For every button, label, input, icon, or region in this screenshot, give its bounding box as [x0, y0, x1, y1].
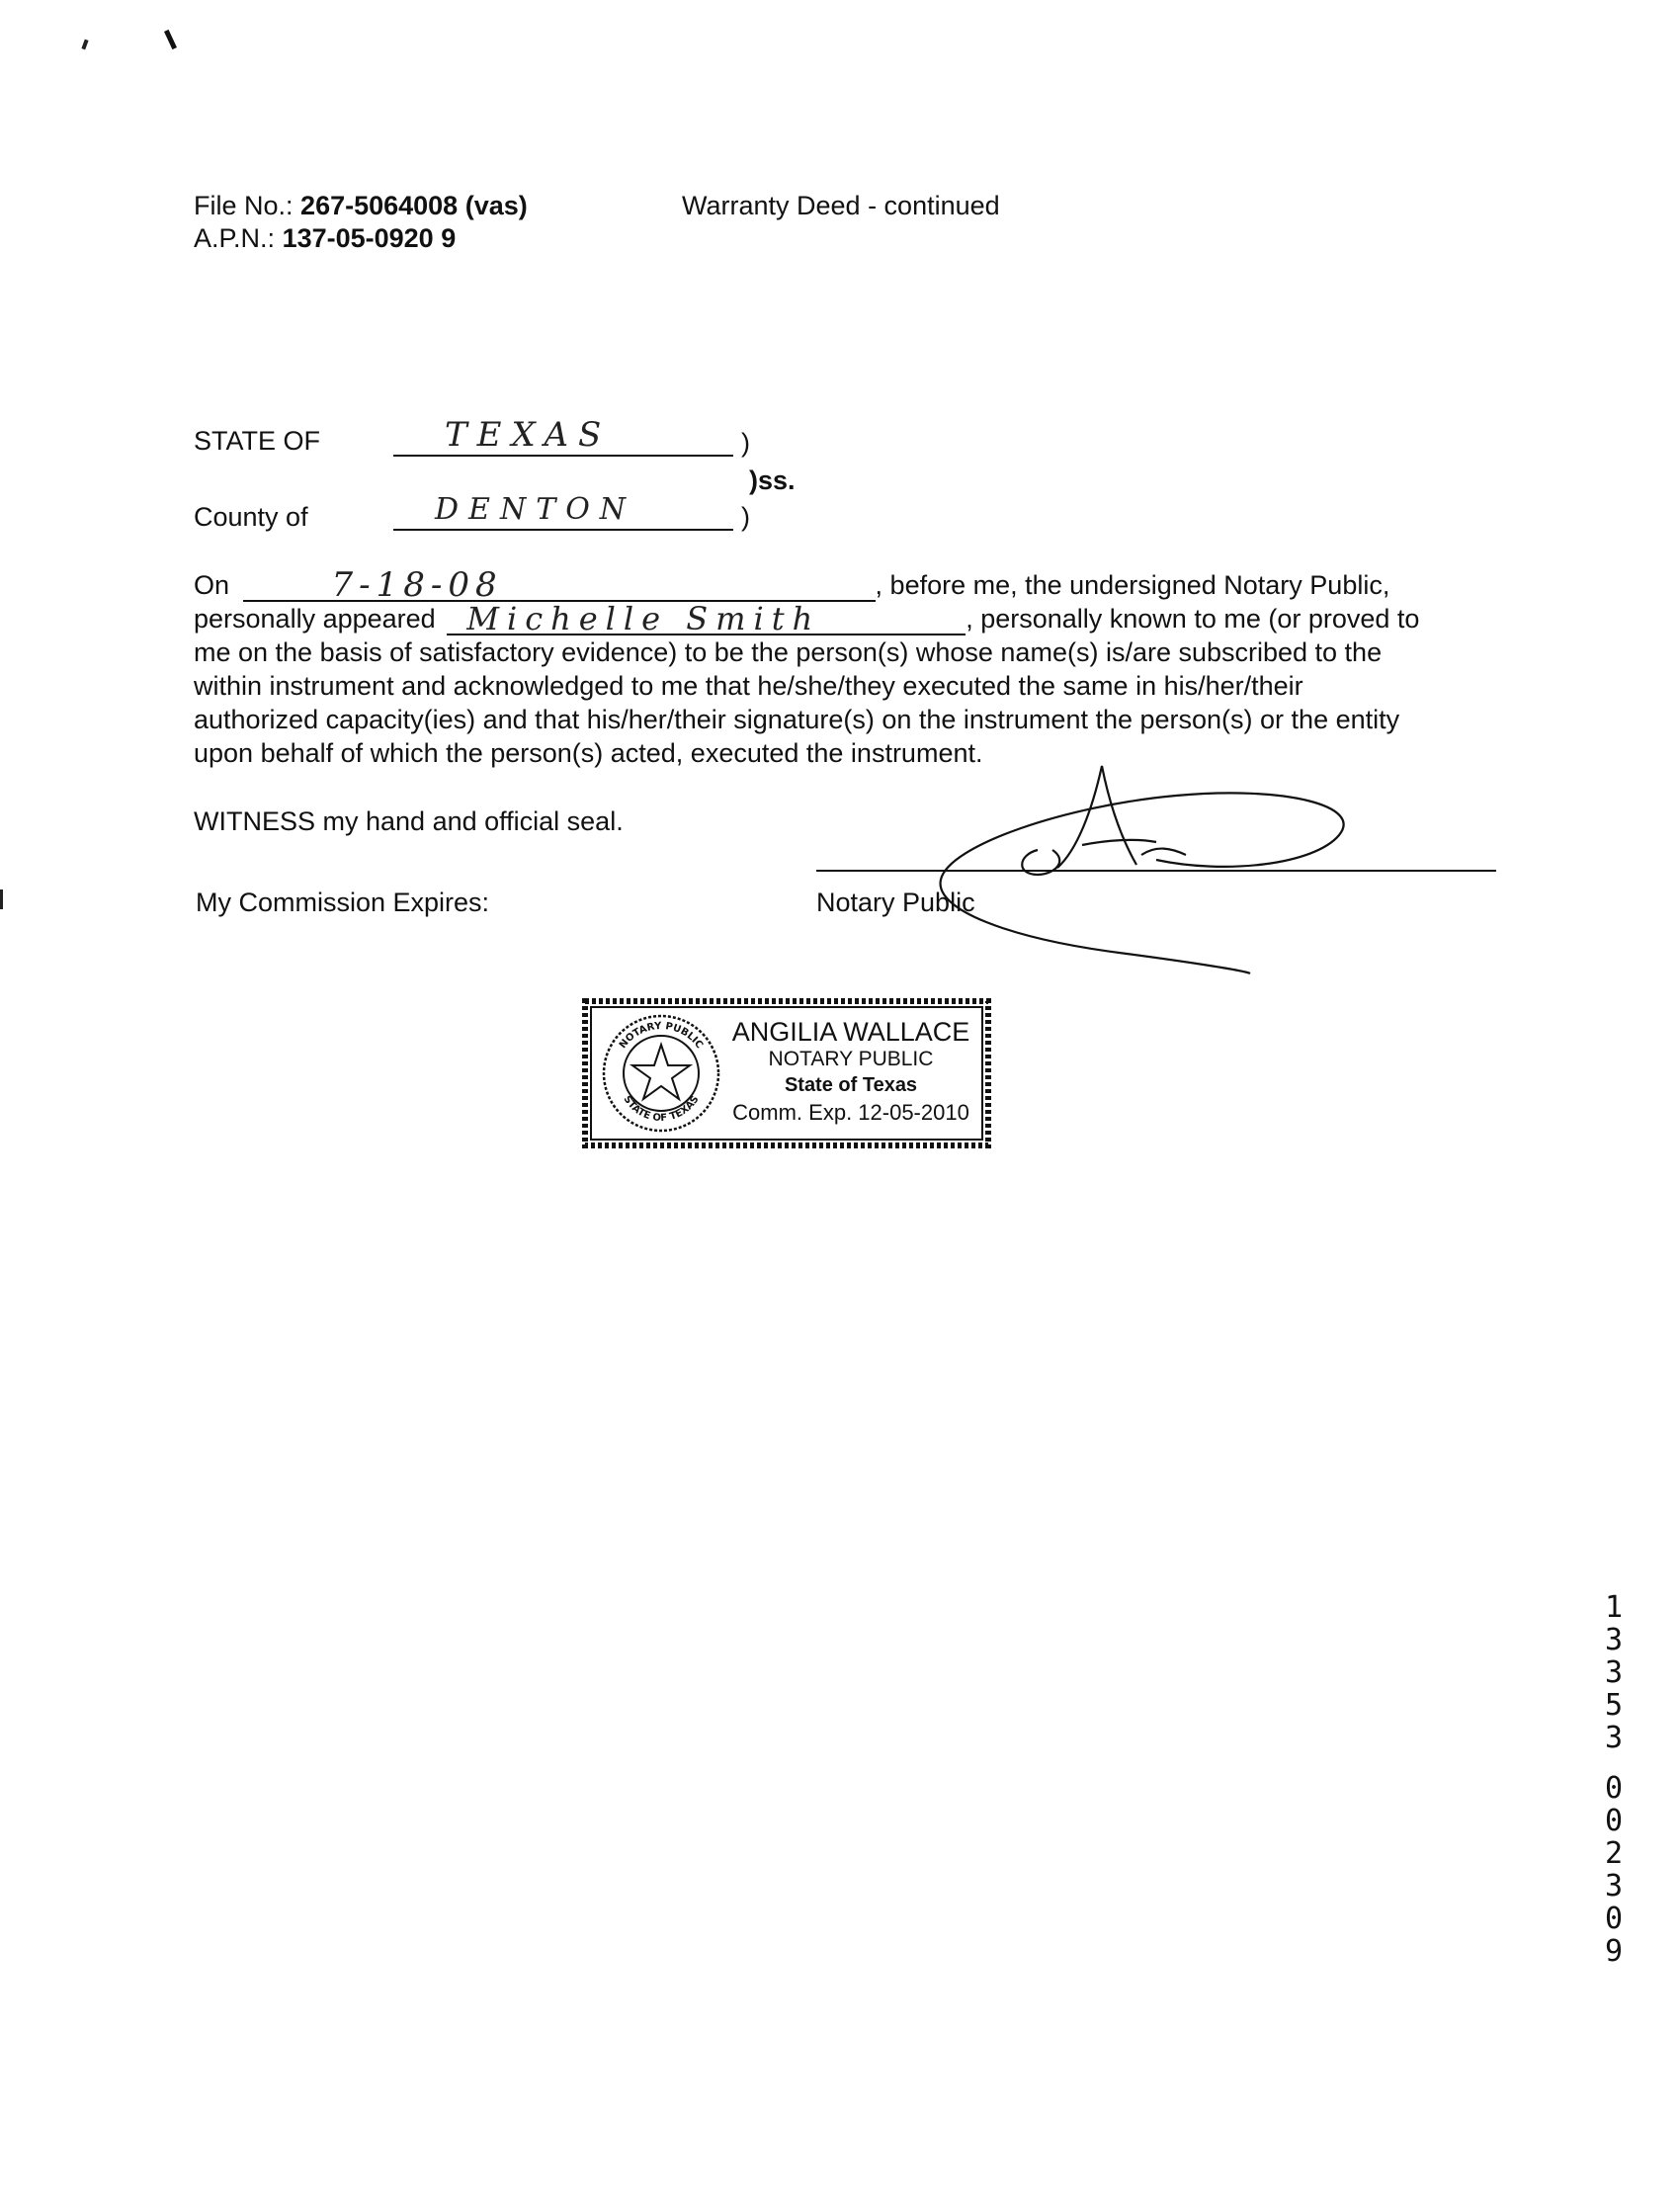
vertical-document-number [1605, 1591, 1644, 1968]
date-blank [243, 565, 876, 605]
county-handwritten: DENTON [435, 492, 636, 527]
acknowledgment-paragraph [194, 565, 1498, 770]
side-digit: 9 [1605, 1934, 1624, 1969]
ack-line-3: me on the basis of satisfactory evidence) to be the person(s) whose name(s) is/are subscribed to the [194, 637, 1383, 667]
ack-line-5: authorized capacity(ies) and that his/her/their signature(s) on the instrument the person(s) or the entity [194, 705, 1400, 734]
side-digit: 1 [1605, 1590, 1624, 1625]
seal-top-text: NOTARY PUBLIC [617, 1020, 706, 1052]
document-title: Warranty Deed - continued [682, 191, 1000, 220]
witness-statement: WITNESS my hand and official seal. [194, 806, 624, 836]
ack-line-6: upon behalf of which the person(s) acted, executed the instrument. [194, 738, 983, 768]
appeared-label: personally appeared [194, 604, 436, 634]
stamp-notary-name: ANGILIA WALLACE [731, 1017, 970, 1047]
scan-mark [164, 30, 177, 49]
ack-line-4: within instrument and acknowledged to me that he/she/they executed the same in his/her/their [194, 671, 1303, 701]
stamp-expiry: Comm. Exp. 12-05-2010 [732, 1100, 969, 1125]
county-paren: ) [741, 502, 750, 532]
apn-label: A.P.N.: [194, 223, 276, 253]
date-handwritten: 7-18-08 [331, 565, 503, 605]
apn-number [194, 222, 456, 255]
side-digit: 5 [1605, 1688, 1624, 1723]
person-handwritten: Michelle Smith [466, 600, 821, 637]
apn-value: 137-05-0920 9 [282, 223, 457, 253]
file-number-value: 267-5064008 (vas) [300, 191, 528, 220]
side-digit: 2 [1605, 1836, 1624, 1871]
notary-stamp [579, 995, 994, 1151]
side-digit: 0 [1605, 1902, 1624, 1936]
on-label: On [194, 570, 230, 600]
svg-text:STATE OF TEXAS [621, 1094, 701, 1124]
ack-line-2 [194, 602, 1498, 635]
ack-line-1-tail: , before me, the undersigned Notary Public, [875, 570, 1390, 600]
side-digit: 0 [1605, 1804, 1624, 1838]
side-digit: 3 [1605, 1721, 1624, 1755]
notary-seal-icon [597, 1009, 725, 1138]
person-blank [447, 600, 966, 637]
seal-bottom-text: STATE OF TEXAS [621, 1094, 702, 1125]
notary-signature [889, 751, 1364, 988]
state-line [393, 455, 733, 457]
side-digit: 0 [1605, 1771, 1624, 1806]
ss-mark: )ss. [749, 465, 796, 495]
side-digit: 3 [1605, 1623, 1624, 1657]
ack-line-1 [194, 565, 1498, 605]
stamp-text-block [717, 1017, 984, 1128]
scan-mark [0, 889, 3, 909]
state-label: STATE OF [194, 426, 320, 456]
stamp-state: State of Texas [784, 1074, 918, 1096]
state-paren: ) [741, 428, 750, 458]
side-digit: 3 [1605, 1869, 1624, 1904]
file-number [194, 190, 528, 222]
stamp-notary-title: NOTARY PUBLIC [768, 1048, 934, 1070]
notary-public-label: Notary Public [816, 888, 975, 917]
ack-line-2-tail: , personally known to me (or proved to [966, 604, 1420, 634]
county-label: County of [194, 502, 308, 532]
commission-expires-label: My Commission Expires: [196, 888, 490, 917]
side-digit: 3 [1605, 1655, 1624, 1690]
file-number-label: File No.: [194, 191, 294, 220]
scan-mark [81, 40, 88, 50]
state-handwritten: TEXAS [445, 415, 612, 455]
county-line [393, 529, 733, 531]
